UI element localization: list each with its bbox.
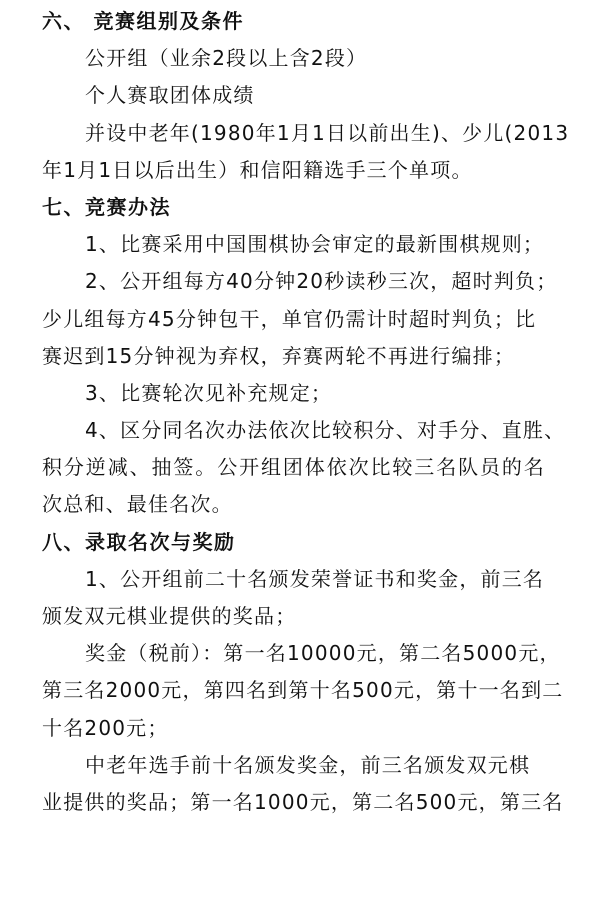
section-heading-6: 六、 竞赛组别及条件 bbox=[42, 9, 244, 33]
paragraph-line: 个人赛取团体成绩 bbox=[85, 83, 255, 108]
section-heading-7: 七、竞赛办法 bbox=[42, 194, 171, 219]
paragraph-line: 少儿组每方45分钟包干，单官仍需计时超时判负；比 bbox=[42, 306, 537, 331]
paragraph-line: 2、公开组每方40分钟20秒读秒三次，超时判负； bbox=[85, 269, 558, 294]
paragraph-line: 积分逆减、抽签。公开组团体依次比较三名队员的名 bbox=[42, 455, 546, 480]
paragraph-line: 奖金（税前）：第一名10000元，第二名5000元， bbox=[85, 641, 561, 666]
paragraph-line: 1、公开组前二十名颁发荣誉证书和奖金，前三名 bbox=[85, 566, 545, 591]
paragraph-line: 第三名2000元，第四名到第十名500元，第十一名到二 bbox=[42, 678, 564, 703]
paragraph-line: 公开组（业余2段以上含2段） bbox=[85, 46, 368, 71]
paragraph-line: 中老年选手前十名颁发奖金，前三名颁发双元棋 bbox=[85, 752, 531, 777]
paragraph-line: 颁发双元棋业提供的奖品； bbox=[42, 604, 297, 628]
paragraph-line: 3、比赛轮次见补充规定； bbox=[85, 380, 333, 405]
paragraph-line: 并设中老年(1980年1月1日以前出生)、少儿(2013 bbox=[85, 120, 570, 145]
paragraph-line: 年1月1日以后出生）和信阳籍选手三个单项。 bbox=[42, 157, 473, 182]
paragraph-line: 十名200元； bbox=[42, 715, 169, 740]
paragraph-line: 业提供的奖品；第一名1000元，第二名500元，第三名 bbox=[42, 789, 564, 814]
document-page bbox=[42, 3, 602, 821]
section-heading-8: 八、录取名次与奖励 bbox=[42, 529, 236, 554]
paragraph-line: 1、比赛采用中国围棋协会审定的最新围棋规则； bbox=[85, 232, 545, 257]
paragraph-line: 4、区分同名次办法依次比较积分、对手分、直胜、 bbox=[85, 418, 566, 443]
paragraph-line: 次总和、最佳名次。 bbox=[42, 492, 233, 517]
paragraph-line: 赛迟到15分钟视为弃权，弃赛两轮不再进行编排； bbox=[42, 343, 516, 368]
